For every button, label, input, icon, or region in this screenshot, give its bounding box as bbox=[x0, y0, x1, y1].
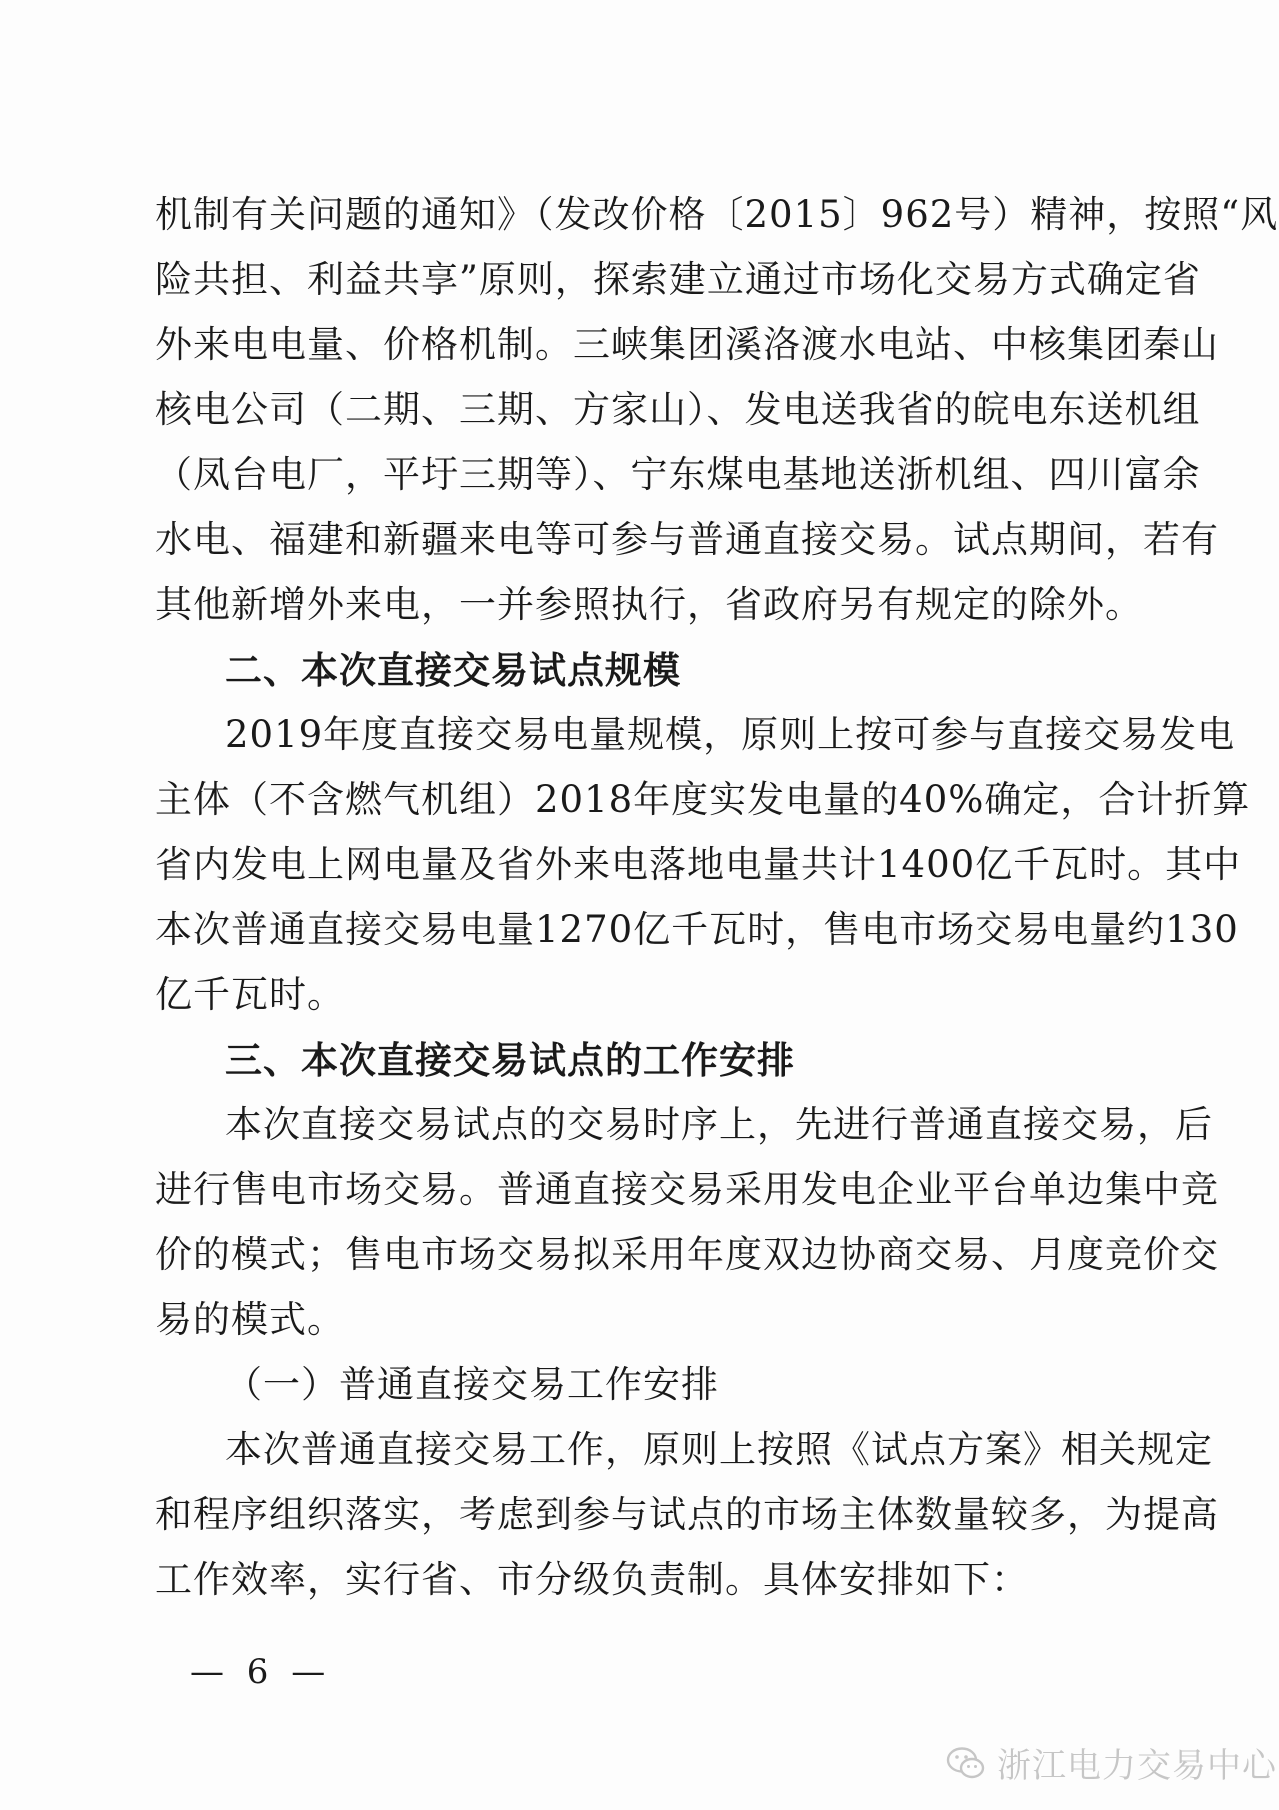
paragraph-line-6: 水电、福建和新疆来电等可参与普通直接交易。试点期间，若有 bbox=[155, 518, 1219, 561]
paragraph-line-2: 险共担、利益共享”原则，探索建立通过市场化交易方式确定省 bbox=[155, 258, 1201, 301]
paragraph-line-17: 价的模式；售电市场交易拟采用年度双边协商交易、月度竞价交 bbox=[155, 1233, 1219, 1276]
paragraph-line-22: 工作效率，实行省、市分级负责制。具体安排如下： bbox=[155, 1558, 1029, 1601]
paragraph-line-12: 本次普通直接交易电量1270亿千瓦时，售电市场交易电量约130 bbox=[155, 908, 1239, 951]
page-number: — 6 — bbox=[190, 1652, 332, 1692]
subsection-heading-1: （一）普通直接交易工作安排 bbox=[225, 1363, 719, 1406]
paragraph-line-20: 本次普通直接交易工作，原则上按照《试点方案》相关规定 bbox=[225, 1428, 1213, 1471]
paragraph-line-3: 外来电电量、价格机制。三峡集团溪洛渡水电站、中核集团秦山 bbox=[155, 323, 1219, 366]
section-heading-3: 三、本次直接交易试点的工作安排 bbox=[225, 1038, 795, 1082]
paragraph-line-10: 主体（不含燃气机组）2018年度实发电量的40%确定，合计折算 bbox=[155, 778, 1251, 821]
paragraph-line-1: 机制有关问题的通知》（发改价格〔2015〕962号）精神，按照“风 bbox=[155, 193, 1279, 236]
paragraph-line-13: 亿千瓦时。 bbox=[155, 973, 345, 1016]
paragraph-line-16: 进行售电市场交易。普通直接交易采用发电企业平台单边集中竞 bbox=[155, 1168, 1219, 1211]
paragraph-line-9: 2019年度直接交易电量规模，原则上按可参与直接交易发电 bbox=[225, 713, 1236, 756]
paragraph-line-11: 省内发电上网电量及省外来电落地电量共计1400亿千瓦时。其中 bbox=[155, 843, 1242, 886]
paragraph-line-4: 核电公司（二期、三期、方家山）、发电送我省的皖电东送机组 bbox=[155, 388, 1201, 431]
paragraph-line-21: 和程序组织落实，考虑到参与试点的市场主体数量较多，为提高 bbox=[155, 1493, 1219, 1536]
wechat-icon bbox=[945, 1742, 987, 1784]
paragraph-line-7: 其他新增外来电，一并参照执行，省政府另有规定的除外。 bbox=[155, 583, 1143, 626]
paragraph-line-15: 本次直接交易试点的交易时序上，先进行普通直接交易，后 bbox=[225, 1103, 1213, 1146]
paragraph-line-18: 易的模式。 bbox=[155, 1298, 345, 1341]
paragraph-line-5: （凤台电厂，平圩三期等）、宁东煤电基地送浙机组、四川富余 bbox=[155, 453, 1201, 496]
section-heading-2: 二、本次直接交易试点规模 bbox=[225, 648, 681, 692]
watermark bbox=[945, 1738, 1277, 1787]
watermark-text: 浙江电力交易中心 bbox=[997, 1746, 1277, 1786]
